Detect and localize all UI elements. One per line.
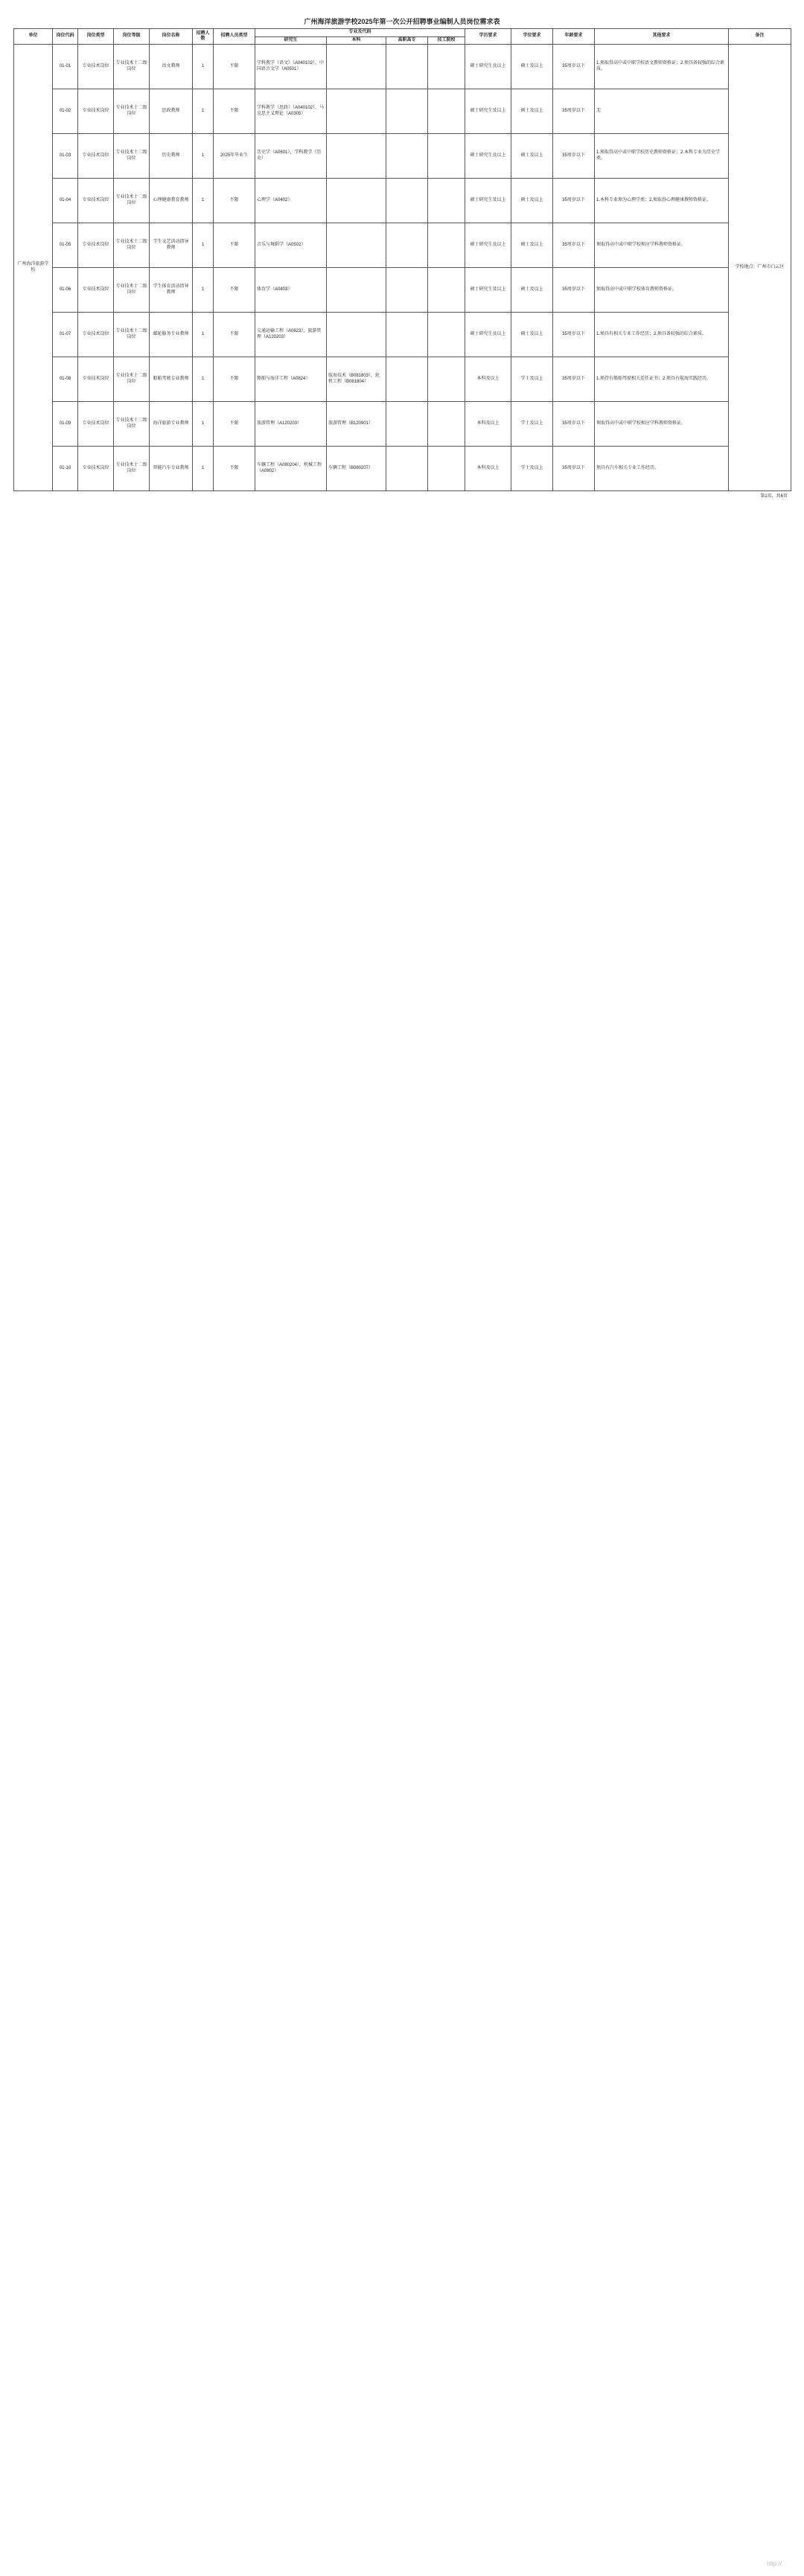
cell-college <box>386 313 428 357</box>
cell-ug <box>327 313 386 357</box>
cell-target: 不限 <box>214 268 255 313</box>
cell-type: 专业技术岗位 <box>78 313 114 357</box>
cell-college <box>386 89 428 134</box>
cell-type: 专业技术岗位 <box>78 447 114 491</box>
cell-grade: 专业技术十二级岗位 <box>114 223 150 268</box>
cell-college <box>386 357 428 402</box>
cell-grad: 车辆工程（A080204），机械工程（A0802） <box>255 447 327 491</box>
cell-edu: 硕士研究生及以上 <box>465 179 511 223</box>
table-row <box>14 179 791 223</box>
cell-ug <box>327 179 386 223</box>
cell-code: 01-08 <box>53 357 78 402</box>
cell-type: 专业技术岗位 <box>78 45 114 89</box>
cell-target: 不限 <box>214 89 255 134</box>
cell-edu: 本科及以上 <box>465 447 511 491</box>
cell-degree: 学士及以上 <box>511 357 553 402</box>
cell-ug: 旅游管理（B120901） <box>327 402 386 447</box>
cell-tech <box>428 45 465 89</box>
cell-other: 1.须取得高中或中职学校语文教师资格证；2.须具备较强的综合素质。 <box>595 45 729 89</box>
table-row <box>14 45 791 89</box>
cell-college <box>386 447 428 491</box>
cell-edu: 硕士研究生及以上 <box>465 45 511 89</box>
cell-age: 35周岁以下 <box>553 134 595 179</box>
cell-code: 01-10 <box>53 447 78 491</box>
cell-grad: 历史学（A0601），学科教学（历史） <box>255 134 327 179</box>
cell-age: 35周岁以下 <box>553 447 595 491</box>
table-row <box>14 134 791 179</box>
cell-degree: 硕士及以上 <box>511 134 553 179</box>
cell-grad: 体育学（A0403） <box>255 268 327 313</box>
cell-code: 01-06 <box>53 268 78 313</box>
header-target: 招聘人员类型 <box>214 29 255 45</box>
cell-degree: 硕士及以上 <box>511 223 553 268</box>
cell-count: 1 <box>193 45 214 89</box>
cell-other: 1.须取得高中或中职学校历史教师资格证；2.本科专业为历史学类。 <box>595 134 729 179</box>
cell-count: 1 <box>193 89 214 134</box>
header-code: 岗位代码 <box>53 29 78 45</box>
cell-degree: 硕士及以上 <box>511 268 553 313</box>
cell-tech <box>428 447 465 491</box>
cell-grad: 学科教学（思政）（A040102），马克思主义理论（A0305） <box>255 89 327 134</box>
cell-college <box>386 402 428 447</box>
cell-type: 专业技术岗位 <box>78 134 114 179</box>
cell-name: 学生文艺活动指导教师 <box>150 223 193 268</box>
cell-grade: 专业技术十二级岗位 <box>114 89 150 134</box>
table-row <box>14 89 791 134</box>
remark-cell: 学校地点：广州市白云区 <box>729 45 791 491</box>
cell-age: 35周岁以下 <box>553 223 595 268</box>
cell-grad: 音乐与舞蹈学（A0502） <box>255 223 327 268</box>
cell-target: 不限 <box>214 223 255 268</box>
cell-type: 专业技术岗位 <box>78 89 114 134</box>
cell-age: 35周岁以下 <box>553 268 595 313</box>
page-sheet <box>13 15 791 502</box>
table-row <box>14 402 791 447</box>
cell-name: 智能汽车专业教师 <box>150 447 193 491</box>
header-unit: 单位 <box>14 29 53 45</box>
cell-age: 35周岁以下 <box>553 357 595 402</box>
cell-count: 1 <box>193 357 214 402</box>
cell-count: 1 <box>193 447 214 491</box>
cell-other: 须取得高中或中职学校相应学科教师资格证。 <box>595 223 729 268</box>
cell-degree: 硕士及以上 <box>511 313 553 357</box>
cell-ug: 车辆工程（B080207） <box>327 447 386 491</box>
cell-target: 2025年毕业生 <box>214 134 255 179</box>
cell-grade: 专业技术十二级岗位 <box>114 357 150 402</box>
cell-edu: 硕士研究生及以上 <box>465 134 511 179</box>
cell-name: 船舶驾驶专业教师 <box>150 357 193 402</box>
header-grade: 岗位等级 <box>114 29 150 45</box>
cell-edu: 硕士研究生及以上 <box>465 89 511 134</box>
cell-other: 1.须具有相关专业工作经历；2.须具备较强的综合素质。 <box>595 313 729 357</box>
cell-type: 专业技术岗位 <box>78 357 114 402</box>
header-degree: 学位要求 <box>511 29 553 45</box>
cell-tech <box>428 223 465 268</box>
header-other: 其他要求 <box>595 29 729 45</box>
header-ug: 本科 <box>327 36 386 45</box>
header-name: 岗位名称 <box>150 29 193 45</box>
unit-cell: 广州海洋旅游学校 <box>14 45 53 491</box>
cell-other: 须具有汽车相关专业工作经历。 <box>595 447 729 491</box>
cell-college <box>386 134 428 179</box>
cell-target: 不限 <box>214 45 255 89</box>
watermark: http:// <box>766 2560 782 2567</box>
cell-age: 35周岁以下 <box>553 313 595 357</box>
cell-grad: 心理学（A0402） <box>255 179 327 223</box>
cell-age: 35周岁以下 <box>553 89 595 134</box>
cell-college <box>386 223 428 268</box>
cell-age: 35周岁以下 <box>553 179 595 223</box>
table-row <box>14 223 791 268</box>
cell-age: 35周岁以下 <box>553 45 595 89</box>
cell-edu: 硕士研究生及以上 <box>465 313 511 357</box>
cell-tech <box>428 179 465 223</box>
cell-type: 专业技术岗位 <box>78 402 114 447</box>
cell-grade: 专业技术十二级岗位 <box>114 313 150 357</box>
header-remark: 备注 <box>729 29 791 45</box>
header-age: 年龄要求 <box>553 29 595 45</box>
cell-grade: 专业技术十二级岗位 <box>114 447 150 491</box>
header-edu: 学历要求 <box>465 29 511 45</box>
cell-target: 不限 <box>214 402 255 447</box>
cell-name: 心理健康教育教师 <box>150 179 193 223</box>
job-requirements-table <box>13 28 791 491</box>
cell-other: 须取得高中或中职学校相应学科教师资格证。 <box>595 402 729 447</box>
cell-tech <box>428 89 465 134</box>
cell-other: 无 <box>595 89 729 134</box>
cell-college <box>386 268 428 313</box>
cell-target: 不限 <box>214 357 255 402</box>
cell-code: 01-04 <box>53 179 78 223</box>
page-title: 广州海洋旅游学校2025年第一次公开招聘事业编制人员岗位需求表 <box>304 18 500 25</box>
table-row <box>14 447 791 491</box>
cell-name: 思政教师 <box>150 89 193 134</box>
table-row <box>14 268 791 313</box>
page-footer: 第1页，共6页 <box>760 494 788 499</box>
cell-code: 01-03 <box>53 134 78 179</box>
cell-target: 不限 <box>214 447 255 491</box>
table-row <box>14 357 791 402</box>
cell-degree: 学士及以上 <box>511 447 553 491</box>
cell-tech <box>428 268 465 313</box>
cell-type: 专业技术岗位 <box>78 268 114 313</box>
cell-ug <box>327 45 386 89</box>
cell-code: 01-07 <box>53 313 78 357</box>
header-grad: 研究生 <box>255 36 327 45</box>
cell-count: 1 <box>193 268 214 313</box>
cell-degree: 硕士及以上 <box>511 89 553 134</box>
cell-grad: 交通运输工程（A0823），旅游管理（A120203） <box>255 313 327 357</box>
cell-name: 学生体育活动指导教师 <box>150 268 193 313</box>
cell-name: 邮轮服务专业教师 <box>150 313 193 357</box>
cell-degree: 学士及以上 <box>511 402 553 447</box>
header-college: 高职高专 <box>386 36 428 45</box>
cell-count: 1 <box>193 402 214 447</box>
cell-grade: 专业技术十二级岗位 <box>114 402 150 447</box>
cell-code: 01-05 <box>53 223 78 268</box>
cell-edu: 本科及以上 <box>465 402 511 447</box>
cell-ug <box>327 134 386 179</box>
cell-code: 01-02 <box>53 89 78 134</box>
header-count: 招聘人数 <box>193 29 214 45</box>
cell-other: 1.本科专业须为心理学类；2.须取得心理健康教师资格证。 <box>595 179 729 223</box>
cell-name: 语文教师 <box>150 45 193 89</box>
cell-name: 海洋旅游专业教师 <box>150 402 193 447</box>
cell-ug <box>327 268 386 313</box>
cell-edu: 硕士研究生及以上 <box>465 268 511 313</box>
cell-ug <box>327 89 386 134</box>
cell-target: 不限 <box>214 313 255 357</box>
cell-code: 01-01 <box>53 45 78 89</box>
cell-count: 1 <box>193 313 214 357</box>
cell-target: 不限 <box>214 179 255 223</box>
cell-type: 专业技术岗位 <box>78 179 114 223</box>
table-row <box>14 313 791 357</box>
cell-degree: 硕士及以上 <box>511 179 553 223</box>
header-tech: 技工院校 <box>428 36 465 45</box>
cell-count: 1 <box>193 179 214 223</box>
cell-grad: 船舶与海洋工程（A0824） <box>255 357 327 402</box>
cell-edu: 本科及以上 <box>465 357 511 402</box>
cell-other: 1.须持有船舶驾驶相关适任证书；2.须具有航海实践经历。 <box>595 357 729 402</box>
cell-edu: 硕士研究生及以上 <box>465 223 511 268</box>
header-major-group: 专业及代码 <box>255 29 465 37</box>
cell-college <box>386 45 428 89</box>
cell-college <box>386 179 428 223</box>
cell-grad: 学科教学（语文）（A040102），中国语言文学（A0501） <box>255 45 327 89</box>
cell-grade: 专业技术十二级岗位 <box>114 134 150 179</box>
cell-code: 01-09 <box>53 402 78 447</box>
cell-grad: 旅游管理（A120203） <box>255 402 327 447</box>
cell-ug <box>327 223 386 268</box>
cell-tech <box>428 313 465 357</box>
cell-count: 1 <box>193 134 214 179</box>
cell-tech <box>428 357 465 402</box>
cell-count: 1 <box>193 223 214 268</box>
cell-grade: 专业技术十二级岗位 <box>114 45 150 89</box>
cell-ug: 航海技术（B081803），轮机工程（B081804） <box>327 357 386 402</box>
cell-type: 专业技术岗位 <box>78 223 114 268</box>
cell-tech <box>428 402 465 447</box>
cell-age: 35周岁以下 <box>553 402 595 447</box>
cell-name: 历史教师 <box>150 134 193 179</box>
cell-grade: 专业技术十二级岗位 <box>114 268 150 313</box>
cell-degree: 硕士及以上 <box>511 45 553 89</box>
cell-grade: 专业技术十二级岗位 <box>114 179 150 223</box>
cell-other: 须取得高中或中职学校体育教师资格证。 <box>595 268 729 313</box>
cell-tech <box>428 134 465 179</box>
header-type: 岗位类型 <box>78 29 114 45</box>
